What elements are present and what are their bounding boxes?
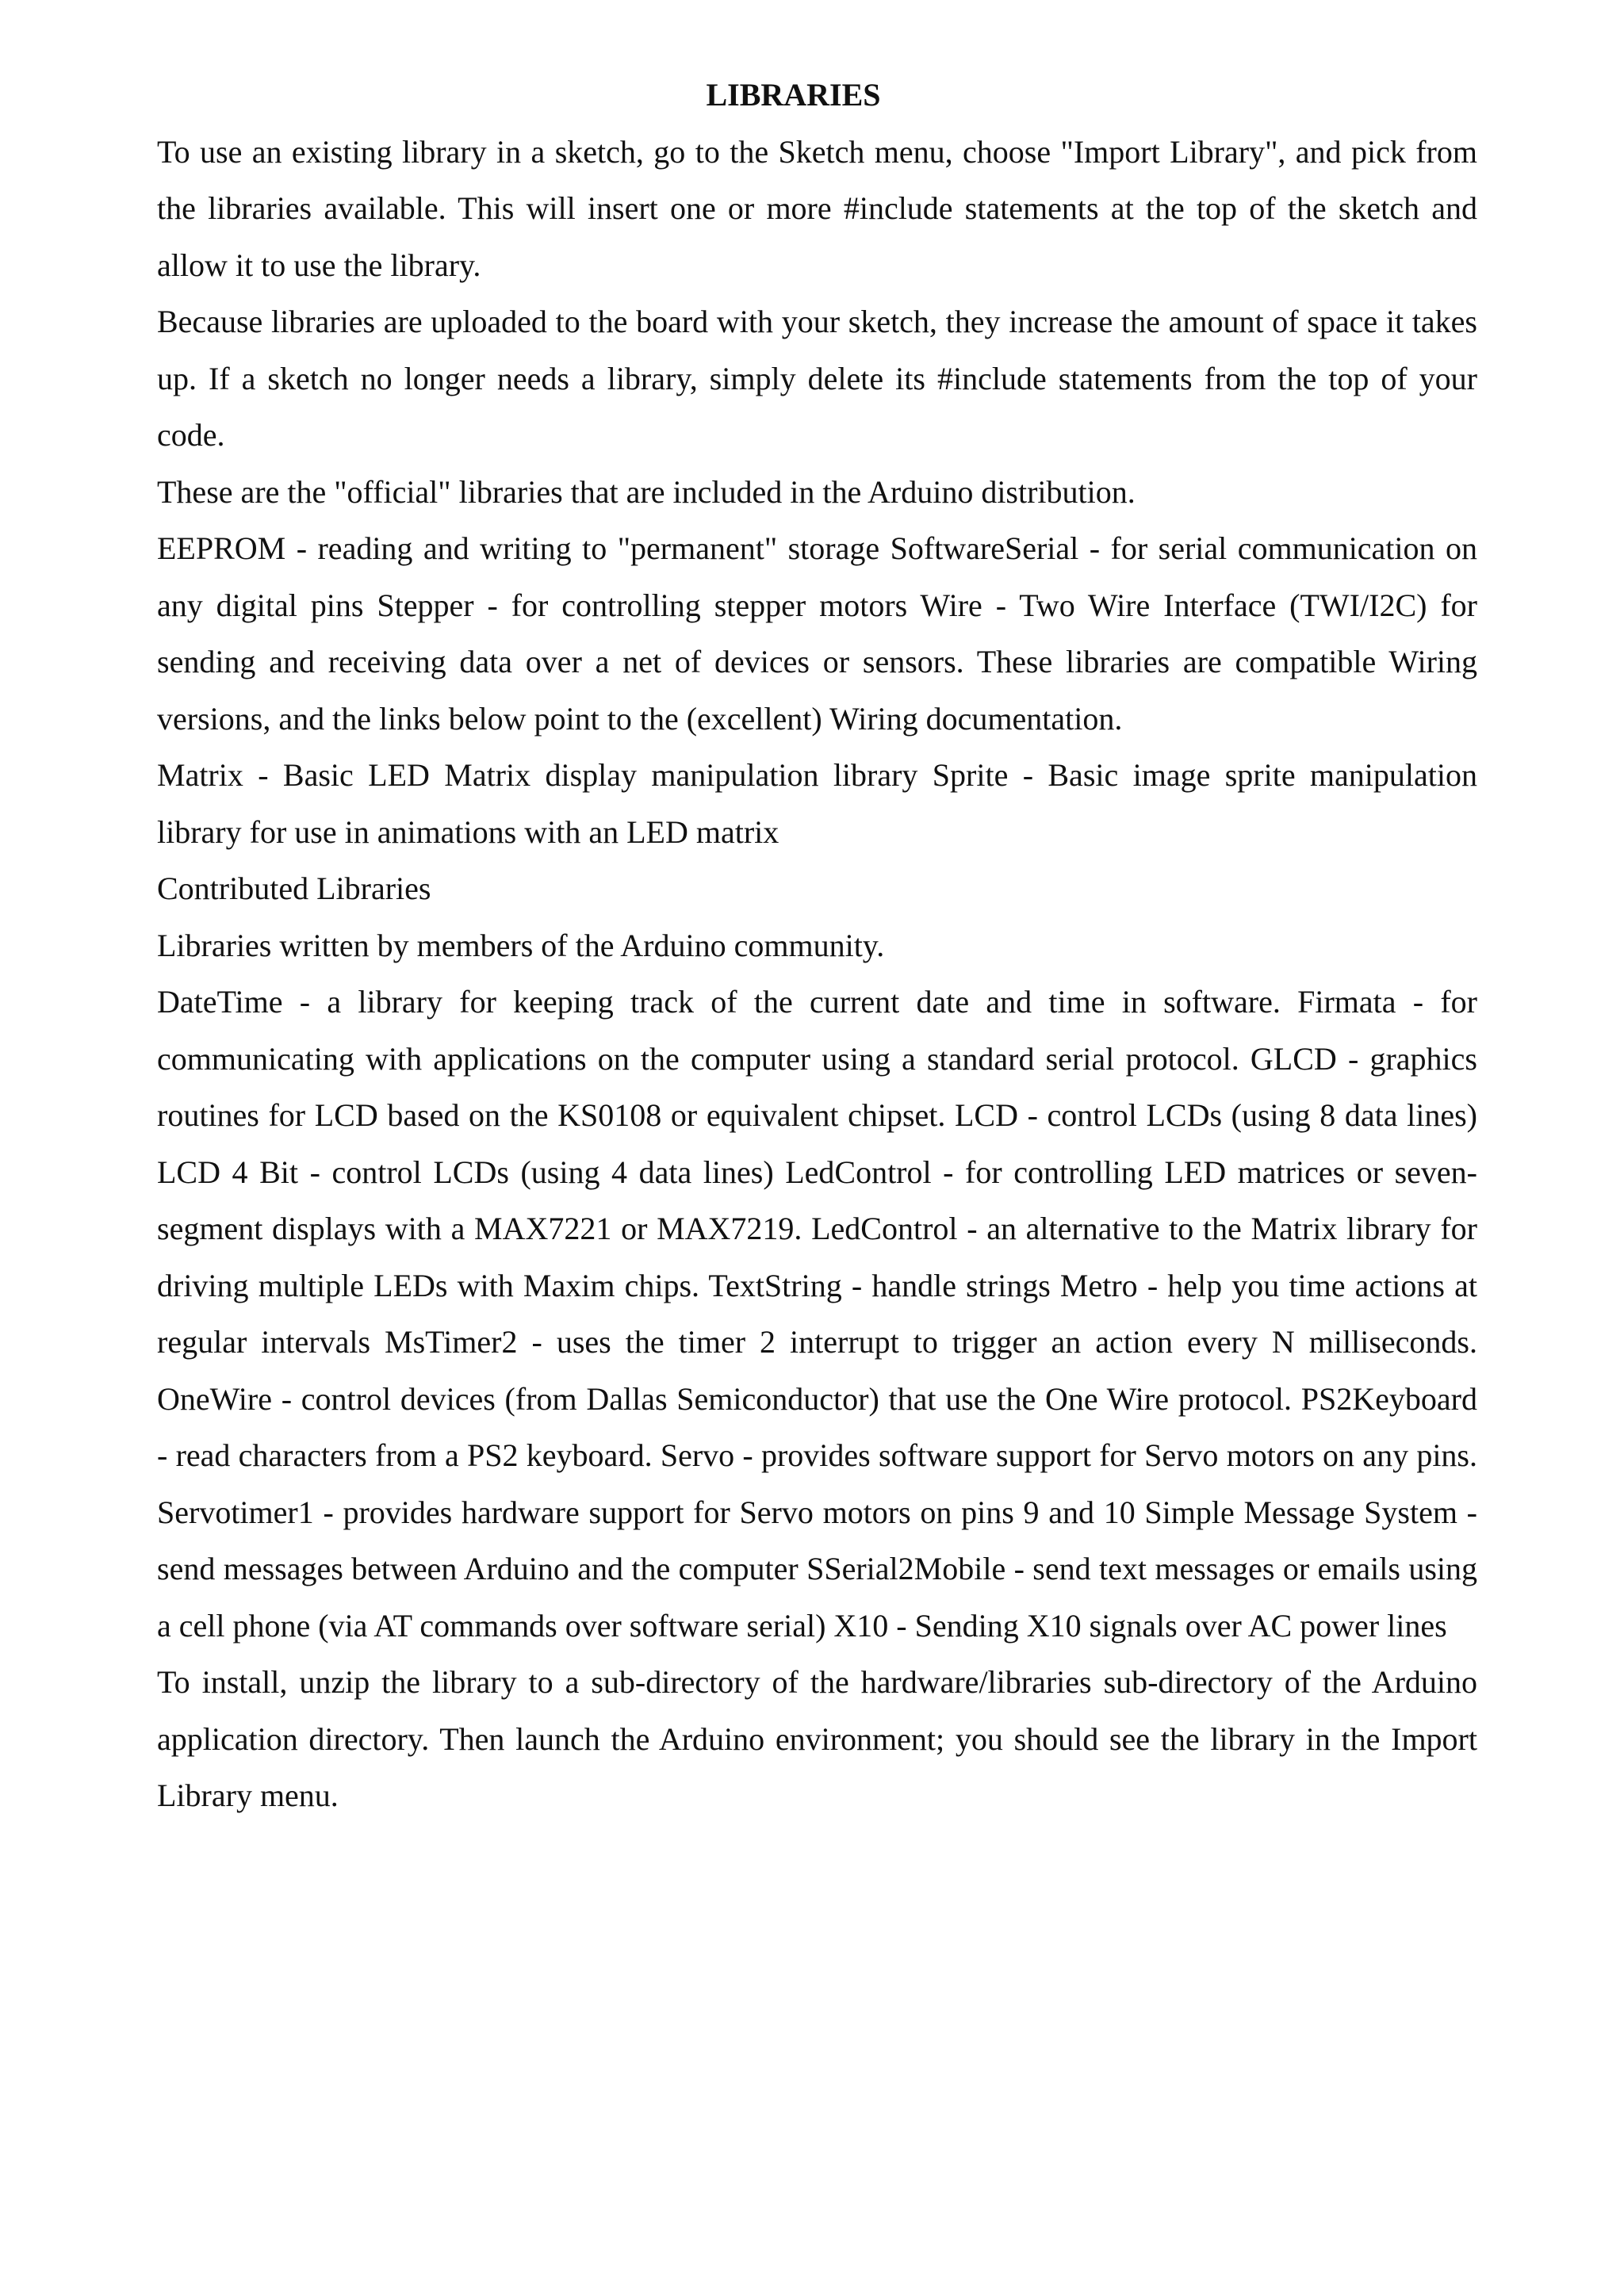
paragraph-install: To install, unzip the library to a sub-directory of the hardware/libraries sub-directory of the Arduino application directory. Then launch the Arduino environment; you should see the library in the Import Library menu. bbox=[157, 1664, 1477, 1813]
paragraph-wiring-libraries: Matrix - Basic LED Matrix display manipulation library Sprite - Basic image sprite manipulation library for use in animations with an LED matrix bbox=[157, 757, 1477, 850]
paragraph-import-library: To use an existing library in a sketch, go to the Sketch menu, choose "Import Library", and pick from the libraries available. This will insert one or more #include statements at the top of the sketch and allow it to use the library. bbox=[157, 133, 1477, 283]
paragraph-official-libraries: These are the "official" libraries that are included in the Arduino distribution. bbox=[157, 473, 1136, 510]
paragraph-library-space: Because libraries are uploaded to the board with your sketch, they increase the amount of space it takes up. If a sketch no longer needs a library, simply delete its #include statements from the top of your code. bbox=[157, 304, 1477, 453]
paragraph-contributed-list: DateTime - a library for keeping track of the current date and time in software. Firmata - for communicating with applications on the computer using a standard serial protocol. GLCD - graphics routines for LCD based on the KS0108 or equivalent chipset. LCD - control LCDs (using 8 data lines) LCD 4 Bit - control LCDs (using 4 data lines) LedControl - for controlling LED matrices or seven-segment displays with a MAX7221 or MAX7219. LedControl - an alternative to the Matrix library for driving multiple LEDs with Maxim chips. TextString - handle strings Metro - help you time actions at regular intervals MsTimer2 - uses the timer 2 interrupt to trigger an action every N milliseconds. OneWire - control devices (from Dallas Semiconductor) that use the One Wire protocol. PS2Keyboard - read characters from a PS2 keyboard. Servo - provides software support for Servo motors on any pins. Servotimer1 - provides hardware support for Servo motors on pins 9 and 10 Simple Message System - send messages between Arduino and the computer SSerial2Mobile - send text messages or emails using a cell phone (via AT commands over software serial) X10 - Sending X10 signals over AC power lines bbox=[157, 984, 1477, 1644]
document-page bbox=[157, 67, 1477, 1824]
paragraph-official-list: EEPROM - reading and writing to "permanent" storage SoftwareSerial - for serial communication on any digital pins Stepper - for controlling stepper motors Wire - Two Wire Interface (TWI/I2C) for sending and receiving data over a net of devices or sensors. These libraries are compatible Wiring versions, and the links below point to the (excellent) Wiring documentation. bbox=[157, 530, 1477, 737]
section-heading-contributed: Contributed Libraries bbox=[157, 871, 431, 906]
page-title: LIBRARIES bbox=[706, 77, 881, 113]
paragraph-community: Libraries written by members of the Arduino community. bbox=[157, 927, 885, 963]
